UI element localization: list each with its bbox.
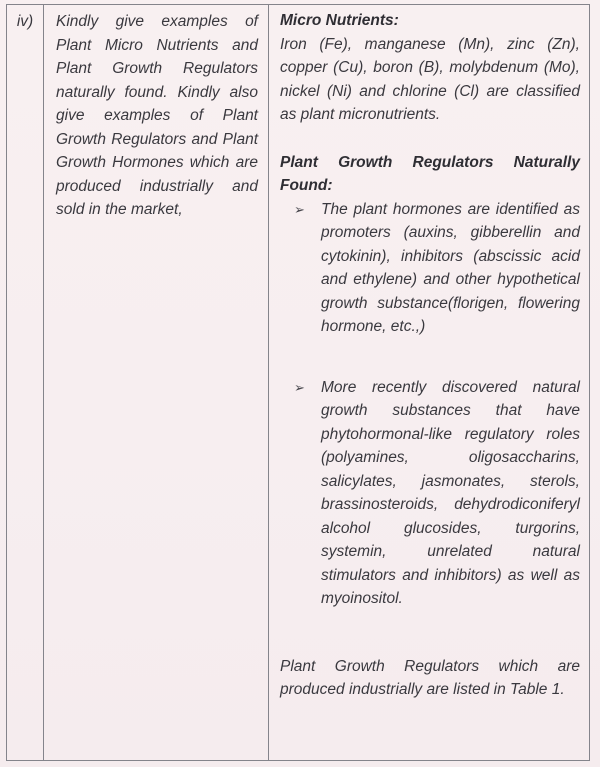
list-item xyxy=(294,198,580,339)
question-cell xyxy=(44,5,269,760)
bullet-text-hormones: The plant hormones are identified as promoters (auxins, gibberellin and cytokinin), inhibitors (abscissic acid and ethylene) and other hypothetical growth substance(florigen, flowering hormone, etc.,) xyxy=(321,200,580,335)
question-text: Kindly give examples of Plant Micro Nutrients and Plant Growth Regulators naturally found. Kindly also give examples of Plant Growth Regulators and Plant Growth Hormones which are produced industrially and sold in the market, xyxy=(56,13,258,218)
micro-nutrients-heading: Micro Nutrients: xyxy=(280,12,399,29)
qa-table xyxy=(6,4,590,761)
row-index-cell xyxy=(7,5,44,760)
arrowhead-bullet-icon: ➢ xyxy=(294,379,305,395)
list-item xyxy=(294,376,580,611)
bullet-text-natural-substances: More recently discovered natural growth substances that have phytohormonal-like regulatory roles (polyamines, oligosaccharins, salicylates, jasmonates, sterols, brassinosteroids, dehydrodiconiferyl alcohol glucosides, turgorins, systemin, unrelated natural stimulators and inhibitors) as well as myoinositol. xyxy=(321,378,580,607)
arrowhead-bullet-icon: ➢ xyxy=(294,201,305,217)
pgr-bullet-list xyxy=(280,198,580,611)
closing-text: Plant Growth Regulators which are produced industrially are listed in Table 1. xyxy=(280,657,580,698)
answer-cell xyxy=(269,5,589,760)
micro-nutrients-text: Iron (Fe), manganese (Mn), zinc (Zn), copper (Cu), boron (B), molybdenum (Mo), nickel (Ni) and chlorine (Cl) are classified as plant micronutrients. xyxy=(280,35,580,123)
row-index-label: iv) xyxy=(16,13,34,30)
pgr-naturally-found-heading: Plant Growth Regulators Naturally Found: xyxy=(280,153,580,194)
